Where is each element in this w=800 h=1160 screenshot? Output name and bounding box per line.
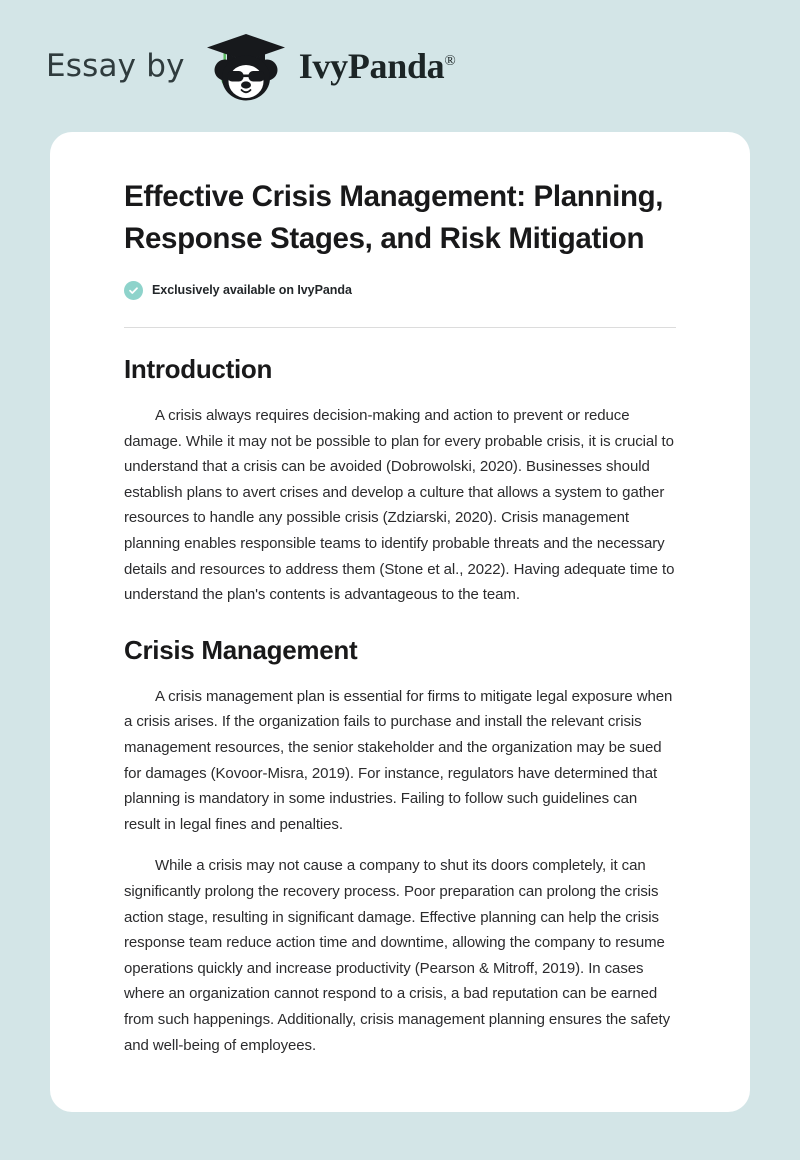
brand-wordmark: [299, 48, 456, 84]
brand-header: [0, 0, 800, 132]
essay-document-card: [50, 132, 750, 1112]
section-heading: Introduction: [124, 353, 273, 384]
section-paragraph: A crisis management plan is essential for firms to mitigate legal exposure when a crisis arises. If the organization fails to purchase and install the relevant crisis management resources, the senior stakeholder and the organization may be sued for damages (Kovoor-Misra, 2019). For instance, regulators have determined that planning is mandatory in some industries. Failing to follow such guidelines can result in legal fines and penalties.: [124, 687, 673, 833]
title-divider: [124, 327, 676, 328]
document-section: [124, 354, 676, 608]
panda-graduation-cap-logo-icon: [203, 30, 289, 102]
registered-trademark-mark: ®: [444, 53, 456, 69]
page-title: Effective Crisis Management: Planning, Response Stages, and Risk Mitigation: [124, 180, 664, 255]
exclusive-availability-badge: [124, 281, 676, 300]
document-section: [124, 635, 676, 1059]
brand-name-text: IvyPanda: [298, 46, 445, 86]
brand-logo-group[interactable]: [46, 30, 455, 102]
section-paragraph: While a crisis may not cause a company to shut its doors completely, it can significantly prolong the recovery process. Poor preparation can prolong the crisis action stage, resulting in significant damage. Effective planning can help the crisis response team reduce action time and downtime, allowing the company to resume operations quickly and increase productivity (Pearson & Mitroff, 2019). In cases where an organization cannot respond to a crisis, a bad reputation can be earned from such happenings. Additionally, crisis management planning ensures the safety and well-being of employees.: [124, 857, 671, 1054]
section-paragraph: A crisis always requires decision-making and action to prevent or reduce damage. While it may not be possible to plan for every probable crisis, it is crucial to understand that a crisis can be avoided (Dobrowolski, 2020). Businesses should establish plans to avert crises and develop a culture that allows a system to gather resources to handle any possible crisis (Zdziarski, 2020). Crisis management planning enables responsible teams to identify probable threats and the necessary details and resources to address them (Stone et al., 2022). Having adequate time to understand the plan's contents is advantageous to the team.: [124, 406, 675, 604]
check-circle-icon: [124, 281, 143, 300]
document-body: [124, 176, 676, 1058]
section-heading: Crisis Management: [124, 634, 358, 665]
essay-by-label: Essay by: [46, 47, 185, 84]
exclusive-badge-label: Exclusively available on IvyPanda: [152, 283, 352, 298]
